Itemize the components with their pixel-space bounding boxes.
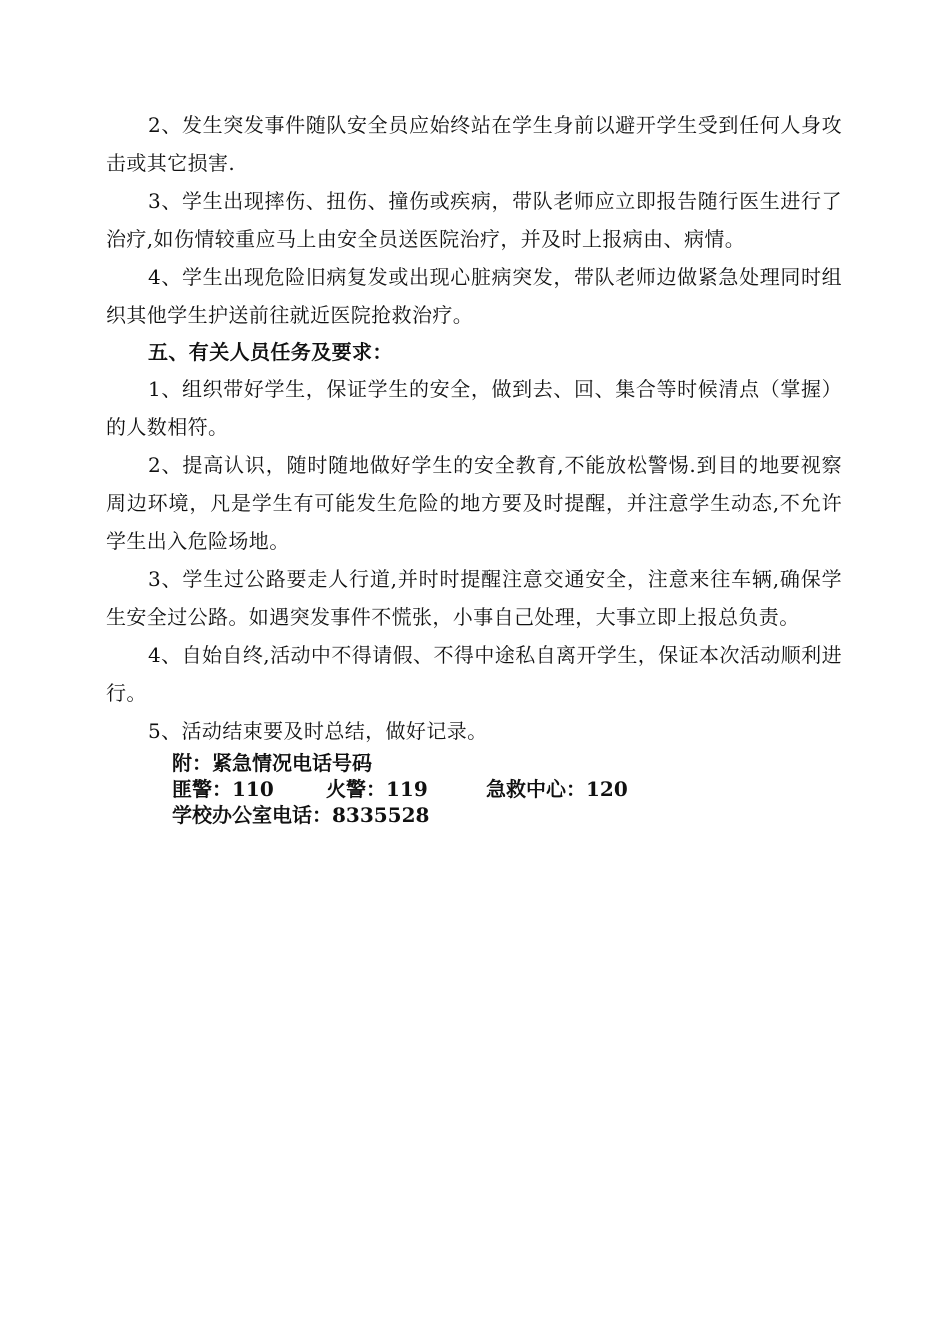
paragraph-duty-3: 3、学生过公路要走人行道,并时时提醒注意交通安全，注意来往车辆,确保学生安全过公路。如遇突发事件不慌张，小事自己处理，大事立即上报总负责。 [106,567,842,629]
document-body [106,106,842,828]
paragraph-duty-4: 4、自始自终,活动中不得请假、不得中途私自离开学生，保证本次活动顺利进行。 [106,643,842,705]
paragraph-incident-safety: 2、发生突发事件随队安全员应始终站在学生身前以避开学生受到任何人身攻击或其它损害. [106,113,842,175]
school-office-phone: 学校办公室电话：8335528 [172,803,430,827]
police-phone: 匪警：110 [172,777,274,801]
paragraph-injury-handling: 3、学生出现摔伤、扭伤、撞伤或疾病，带队老师应立即报告随行医生进行了治疗,如伤情较重应马上由安全员送医院治疗，并及时上报病由、病情。 [106,189,842,251]
paragraph-illness-handling: 4、学生出现危险旧病复发或出现心脏病突发，带队老师边做紧急处理同时组织其他学生护送前往就近医院抢救治疗。 [106,265,842,327]
paragraph-duty-2: 2、提高认识，随时随地做好学生的安全教育,不能放松警惕.到目的地要视察周边环境，凡是学生有可能发生危险的地方要及时提醒，并注意学生动态,不允许学生出入危险场地。 [106,453,842,553]
emergency-phone-row [106,776,842,802]
paragraph-duty-5: 5、活动结束要及时总结，做好记录。 [148,719,488,743]
fire-phone: 火警：119 [326,777,428,801]
appendix-title: 附：紧急情况电话号码 [172,751,372,775]
section-heading-duties: 五、有关人员任务及要求： [148,340,393,364]
paragraph-duty-1: 1、组织带好学生，保证学生的安全，做到去、回、集合等时候清点（掌握）的人数相符。 [106,377,842,439]
ambulance-phone: 急救中心：120 [486,777,628,801]
